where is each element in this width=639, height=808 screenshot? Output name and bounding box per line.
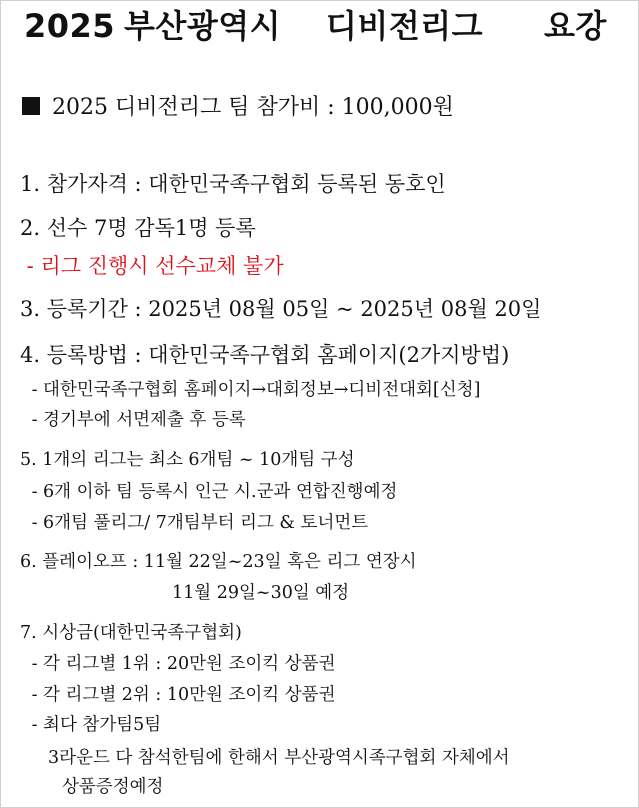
item-6-playoff-extension: 11월 29일~30일 예정 <box>172 583 350 603</box>
item-5-merge-note: - 6개 이하 팀 등록시 인근 시.군과 연합진행예정 <box>26 482 398 502</box>
item-7-most-teams: - 최다 참가팀5팀 <box>26 715 162 735</box>
item-7-round-attendance: 3라운드 다 참석한팀에 한해서 부산광역시족구협회 자체에서 <box>48 748 510 768</box>
item-4-method-document: - 경기부에 서면제출 후 등록 <box>26 410 246 430</box>
item-2-no-substitution: - 리그 진행시 선수교체 불가 <box>20 254 284 278</box>
item-7-gift-note: 상품증정예정 <box>62 777 164 797</box>
square-bullet-icon <box>22 97 40 115</box>
item-3-registration-period: 3. 등록기간 : 2025년 08월 05일 ~ 2025년 08월 20일 <box>20 297 542 321</box>
team-fee-line <box>22 90 454 126</box>
item-4-registration-method: 4. 등록방법 : 대한민국족구협회 홈페이지(2가지방법) <box>20 343 510 367</box>
title-year: 2025 <box>24 7 116 45</box>
item-5-format-note: - 6개팀 풀리그/ 7개팀부터 리그 & 토너먼트 <box>26 513 369 533</box>
title-city: 부산광역시 <box>124 7 282 45</box>
item-1-eligibility: 1. 참가자격 : 대한민국족구협회 등록된 동호인 <box>20 172 446 196</box>
item-7-second-place: - 각 리그별 2위 : 10만원 조이킥 상품권 <box>26 685 336 705</box>
item-7-prize-money: 7. 시상금(대한민국족구협회) <box>20 623 242 643</box>
title-league: 디비전리그 <box>326 7 484 45</box>
item-6-playoff: 6. 플레이오프 : 11월 22일~23일 혹은 리그 연장시 <box>20 552 417 572</box>
team-fee-text: 2025 디비전리그 팀 참가비 : 100,000원 <box>52 95 454 120</box>
item-2-roster: 2. 선수 7명 감독1명 등록 <box>20 216 256 240</box>
item-5-league-composition: 5. 1개의 리그는 최소 6개팀 ~ 10개팀 구성 <box>20 450 355 470</box>
document-title <box>0 4 639 48</box>
title-outline: 요강 <box>544 7 607 45</box>
item-4-method-website: - 대한민국족구협회 홈페이지→대회정보→디비전대회[신청] <box>26 380 481 400</box>
item-7-first-place: - 각 리그별 1위 : 20만원 조이킥 상품권 <box>26 654 336 674</box>
